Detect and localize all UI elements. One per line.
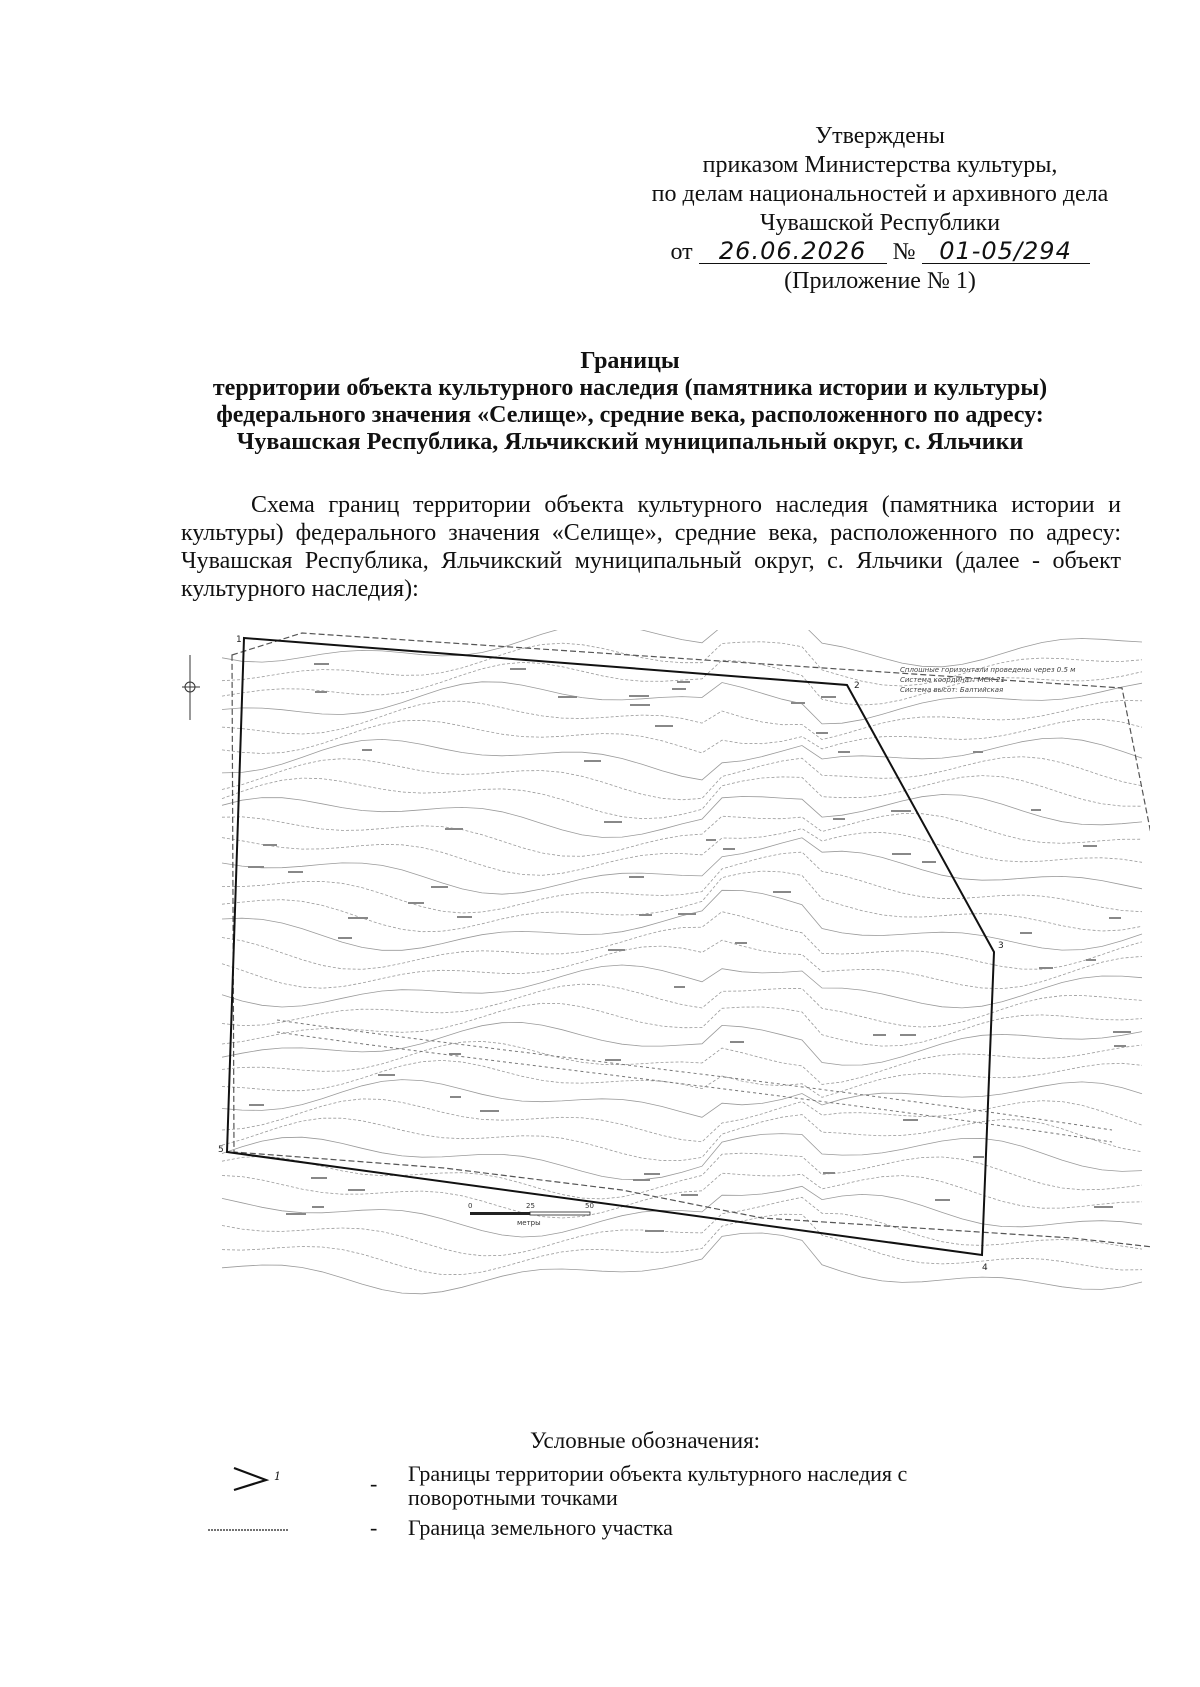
contour-line: [222, 700, 1142, 739]
elevation-mark: [311, 1177, 327, 1179]
elevation-mark: [630, 704, 650, 706]
contour-line: [222, 1060, 1142, 1097]
elevation-mark: [348, 1189, 365, 1191]
order-from-label: от: [670, 239, 693, 265]
elevation-mark: [249, 1104, 264, 1106]
elevation-mark: [558, 696, 577, 698]
elevation-mark: [900, 1034, 916, 1036]
elevation-mark: [935, 1199, 950, 1201]
elevation-mark: [1094, 1206, 1113, 1208]
elevation-mark: [312, 1206, 324, 1208]
elevation-mark: [449, 1053, 461, 1055]
elevation-mark: [973, 1156, 984, 1158]
elevation-mark: [263, 844, 277, 846]
elevation-mark: [288, 871, 303, 873]
contour-line: [222, 912, 1142, 970]
elevation-mark: [510, 668, 526, 670]
elevation-mark: [1113, 1031, 1131, 1033]
elevation-mark: [362, 749, 372, 751]
elevation-mark: [677, 681, 690, 683]
contour-line: [222, 630, 1142, 667]
elevation-mark: [584, 760, 601, 762]
contour-line: [222, 1023, 1142, 1066]
elevation-mark: [450, 1096, 461, 1098]
elevation-mark: [1083, 845, 1097, 847]
elevation-mark: [821, 696, 836, 698]
legend-item-1-text: Границы территории объекта культурного наследия с поворотными точками: [408, 1461, 908, 1510]
approval-line-2: приказом Министерства культуры,: [702, 152, 1058, 178]
legend-dash-1: -: [370, 1471, 378, 1496]
elevation-mark: [723, 848, 735, 850]
title-line-4: Чувашская Республика, Яльчикский муниципальный округ, с. Яльчики: [236, 429, 1024, 455]
point-label-4: 4: [982, 1263, 988, 1273]
elevation-mark: [378, 1074, 395, 1076]
contour-line: [222, 1214, 1142, 1274]
elevation-mark: [629, 695, 649, 697]
appendix-label: (Приложение № 1): [784, 268, 976, 294]
elevation-mark: [903, 1119, 918, 1121]
order-number: 01-05/294: [922, 239, 1090, 264]
contour-line: [222, 757, 1142, 800]
scale-tick-0: 0: [468, 1202, 473, 1210]
title-line-3: федерального значения «Селище», средние века, расположенного по адресу:: [216, 402, 1044, 428]
elevation-mark: [644, 1173, 660, 1175]
elevation-mark: [457, 916, 472, 918]
map-note-3: Система высот: Балтийская: [900, 686, 1004, 694]
elevation-mark: [681, 1194, 698, 1196]
elevation-mark: [873, 1034, 886, 1036]
elevation-mark: [286, 1213, 306, 1215]
elevation-mark: [408, 902, 424, 904]
elevation-mark: [678, 913, 696, 915]
contour-line: [222, 1080, 1142, 1118]
elevation-mark: [833, 818, 845, 820]
approval-line-4: Чувашской Республики: [759, 210, 1001, 236]
elevation-mark: [816, 732, 828, 734]
heritage-territory-boundary: [227, 638, 994, 1255]
elevation-mark: [431, 886, 448, 888]
north-arrow-icon: [182, 655, 200, 720]
map-note-2: Система координат: МСК-21: [900, 676, 1005, 684]
contour-line: [222, 738, 1142, 780]
point-label-1: 1: [236, 635, 242, 645]
elevation-mark: [735, 942, 747, 944]
contour-line: [222, 890, 1142, 950]
document-title: [150, 348, 1110, 456]
contour-line: [222, 871, 1142, 932]
elevation-mark: [891, 810, 911, 812]
contour-line: [222, 1233, 1142, 1294]
elevation-mark: [672, 688, 686, 690]
order-line: [600, 238, 1160, 267]
contour-line: [222, 814, 1142, 857]
contour-line: [222, 852, 1142, 913]
scale-tick-25: 25: [526, 1202, 535, 1210]
elevation-mark: [604, 821, 622, 823]
elevation-mark: [608, 949, 625, 951]
contour-line: [222, 795, 1142, 838]
land-plot-boundary: [232, 633, 1150, 1248]
contour-line: [222, 838, 1142, 894]
elevation-mark: [674, 986, 685, 988]
boundary-map-svg: [182, 630, 1150, 1340]
elevation-mark: [823, 1172, 835, 1174]
elevation-mark: [338, 937, 352, 939]
elevation-mark: [633, 1179, 650, 1181]
order-date: 26.06.2026: [699, 239, 887, 264]
elevation-mark: [791, 702, 805, 704]
scale-unit: метры: [517, 1219, 541, 1227]
approval-line-1: Утверждены: [815, 123, 945, 149]
elevation-mark: [348, 917, 368, 919]
legend-item-2-text: Граница земельного участка: [408, 1515, 673, 1540]
elevation-mark: [773, 891, 791, 893]
elevation-mark: [639, 914, 652, 916]
boundary-map: [182, 630, 1150, 1340]
elevation-mark: [315, 691, 327, 693]
point-label-5: 5: [218, 1145, 224, 1155]
elevation-mark: [1114, 1045, 1126, 1047]
approval-block: [600, 122, 1160, 296]
contour-line: [222, 1115, 1142, 1161]
elevation-mark: [922, 861, 936, 863]
contour-line: [222, 1003, 1142, 1046]
elevation-mark: [1086, 959, 1096, 961]
elevation-mark: [892, 853, 911, 855]
contour-line: [222, 1186, 1142, 1237]
elevation-mark: [480, 1110, 499, 1112]
elevation-mark: [645, 1230, 664, 1232]
contour-line: [222, 776, 1142, 819]
contour-line: [222, 984, 1142, 1027]
contour-line: [222, 1134, 1142, 1180]
elevation-mark: [730, 1041, 744, 1043]
legend-item-heritage-boundary: [230, 1462, 1030, 1512]
title-line-1: Границы: [580, 348, 680, 374]
map-note-1: Сплошные горизонтали проведены через 0.5 м: [900, 666, 1076, 674]
elevation-mark: [655, 725, 673, 727]
legend-marker-number: 1: [274, 1470, 281, 1483]
elevation-mark: [248, 866, 264, 868]
elevation-mark: [973, 751, 983, 753]
elevation-mark: [1031, 809, 1041, 811]
elevation-mark: [629, 876, 644, 878]
scale-bar: [468, 1202, 594, 1227]
elevation-mark: [706, 839, 716, 841]
scale-tick-50: 50: [585, 1202, 594, 1210]
point-label-2: 2: [854, 681, 860, 691]
contour-line: [222, 940, 1142, 988]
elevation-mark: [1020, 932, 1032, 934]
elevation-mark: [605, 1059, 621, 1061]
title-line-2: территории объекта культурного наследия (памятника истории и культуры): [212, 375, 1048, 401]
elevation-mark: [1039, 967, 1053, 969]
point-label-3: 3: [998, 941, 1004, 951]
elevation-mark: [1109, 917, 1121, 919]
order-number-label: №: [892, 239, 916, 265]
legend-item-land-plot: [230, 1516, 1030, 1546]
elevation-mark: [445, 828, 463, 830]
contour-line: [222, 719, 1142, 753]
elevation-mark: [314, 663, 329, 665]
scheme-description: Схема границ территории объекта культурного наследия (памятника истории и культуры) федерального значения «Селище», средние века, расположенного по адресу: Чувашская Республика, Яльчикский муниципальный округ, с. Яльчики (далее - объект культурного наследия):: [181, 492, 1121, 602]
map-legend-notes: [900, 666, 1076, 694]
approval-line-3: по делам национальностей и архивного дела: [651, 181, 1109, 207]
legend-dash-2: -: [370, 1515, 378, 1540]
elevation-mark: [838, 751, 850, 753]
land-plot-line-icon: [208, 1520, 288, 1540]
boundary-turning-point-icon: [230, 1462, 300, 1494]
legend-title: Условные обозначения:: [530, 1428, 761, 1453]
